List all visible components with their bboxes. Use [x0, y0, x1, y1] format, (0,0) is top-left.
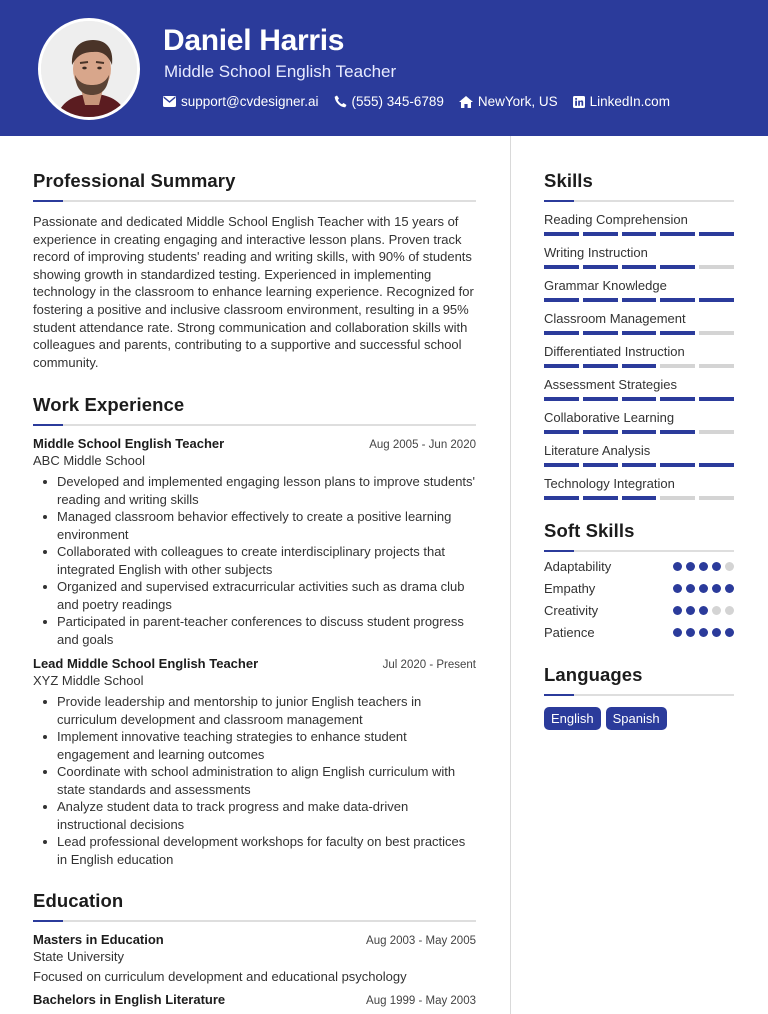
- skill-item: [544, 345, 734, 368]
- candidate-title: Middle School English Teacher: [164, 62, 397, 81]
- contact-linkedin[interactable]: [573, 94, 670, 109]
- skill-level-segment: [699, 265, 734, 269]
- skill-name: Assessment Strategies: [544, 377, 677, 392]
- skill-level-segment: [622, 265, 657, 269]
- skill-level-segment: [583, 265, 618, 269]
- skill-level-bar: [544, 430, 734, 434]
- rating-dot: [699, 628, 708, 637]
- skill-item: [544, 312, 734, 335]
- skill-name: Technology Integration: [544, 476, 675, 491]
- skill-level-segment: [660, 298, 695, 302]
- section-rule: [544, 550, 734, 552]
- skill-level-segment: [660, 232, 695, 236]
- job-title: Lead Middle School English Teacher: [33, 656, 259, 672]
- contact-location-text: NewYork, US: [477, 94, 558, 109]
- skill-level-segment: [660, 397, 695, 401]
- soft-skill-name: Patience: [544, 625, 595, 640]
- rating-dot: [725, 628, 734, 637]
- skill-level-segment: [583, 397, 618, 401]
- experience-section: [33, 394, 476, 868]
- rating-dot: [699, 606, 708, 615]
- list-item: Developed and implemented engaging lesson plans to improve students' reading and writing skills: [57, 474, 476, 507]
- job-dates: Aug 2005 - Jun 2020: [369, 439, 476, 452]
- skill-level-segment: [660, 265, 695, 269]
- skill-name: Grammar Knowledge: [544, 278, 667, 293]
- skill-level-segment: [622, 298, 657, 302]
- skill-level-bar: [544, 496, 734, 500]
- skill-level-segment: [660, 463, 695, 467]
- skill-level-segment: [699, 298, 734, 302]
- rating-dot: [725, 606, 734, 615]
- skills-list: [544, 213, 734, 500]
- job-bullets: [33, 693, 476, 868]
- skills-section: [544, 170, 734, 500]
- rating-dot: [725, 584, 734, 593]
- soft-skill-rating: [673, 562, 734, 571]
- skill-level-segment: [544, 364, 579, 368]
- rating-dot: [673, 606, 682, 615]
- job-organization: ABC Middle School: [33, 453, 145, 469]
- section-rule: [544, 200, 734, 202]
- soft-skill-name: Empathy: [544, 581, 596, 596]
- contact-phone[interactable]: [334, 94, 444, 109]
- contact-email[interactable]: [163, 94, 319, 109]
- summary-text: Passionate and dedicated Middle School English Teacher with 15 years of experience in creating engaging and interactive lesson plans. Proven track record of improving students' reading and writing skills, with 90% of students showing growth in standardized testing. Experienced in implementing technology in the classroom to enhance learning experience. Recognized for fostering a positive and inclusive classroom environment, resulting in a 95% student attendance rate. Strong communication and collaboration skills with colleagues and parents, contributing to a supportive and successful school community.: [33, 214, 474, 370]
- soft-skill-item: [544, 625, 734, 640]
- list-item: Lead professional development workshops for faculty on best practices in English education: [57, 833, 476, 868]
- main-column: [33, 170, 476, 1007]
- skill-name: Classroom Management: [544, 311, 686, 326]
- soft-skill-rating: [673, 628, 734, 637]
- skill-level-segment: [544, 463, 579, 467]
- skill-level-segment: [699, 232, 734, 236]
- job-entry: [33, 436, 476, 648]
- soft-skill-rating: [673, 584, 734, 593]
- rating-dot: [673, 562, 682, 571]
- list-item: Analyze student data to track progress and make data-driven instructional decisions: [57, 798, 476, 833]
- column-divider: [510, 136, 511, 1014]
- skill-level-segment: [660, 496, 695, 500]
- education-dates: Aug 2003 - May 2005: [366, 935, 476, 948]
- profile-photo: [38, 18, 140, 120]
- skill-level-segment: [622, 331, 657, 335]
- skill-level-segment: [699, 364, 734, 368]
- degree-title: Bachelors in English Literature: [33, 992, 226, 1008]
- rating-dot: [712, 562, 721, 571]
- linkedin-icon: [573, 96, 585, 108]
- job-bullets: [33, 473, 476, 648]
- education-dates: Aug 1999 - May 2003: [366, 995, 476, 1008]
- education-entry: [33, 992, 476, 1007]
- language-tags: [544, 707, 734, 730]
- skill-level-segment: [583, 496, 618, 500]
- section-title: Work Experience: [33, 394, 185, 416]
- degree-title: Masters in Education: [33, 932, 164, 948]
- rating-dot: [699, 562, 708, 571]
- skill-level-bar: [544, 232, 734, 236]
- candidate-name: Daniel Harris: [163, 24, 345, 57]
- rating-dot: [725, 562, 734, 571]
- job-title: Middle School English Teacher: [33, 436, 225, 452]
- rating-dot: [673, 584, 682, 593]
- skill-level-segment: [583, 364, 618, 368]
- section-title: Skills: [544, 170, 593, 191]
- rating-dot: [686, 584, 695, 593]
- home-icon: [459, 96, 473, 108]
- skill-item: [544, 477, 734, 500]
- skill-level-segment: [583, 298, 618, 302]
- skill-level-segment: [544, 265, 579, 269]
- skill-level-bar: [544, 463, 734, 467]
- skill-level-segment: [622, 496, 657, 500]
- soft-skill-item: [544, 581, 734, 596]
- skill-level-segment: [660, 331, 695, 335]
- section-rule: [33, 424, 476, 426]
- skill-level-segment: [699, 331, 734, 335]
- phone-icon: [334, 95, 347, 108]
- skill-level-segment: [544, 397, 579, 401]
- list-item: Managed classroom behavior effectively to create a positive learning environment: [57, 508, 476, 543]
- skill-name: Collaborative Learning: [544, 410, 675, 425]
- job-organization: XYZ Middle School: [33, 673, 144, 689]
- skill-level-segment: [622, 430, 657, 434]
- skill-level-segment: [699, 430, 734, 434]
- rating-dot: [699, 584, 708, 593]
- soft-skill-name: Adaptability: [544, 559, 612, 574]
- contact-bar: [163, 94, 685, 109]
- summary-section: [33, 170, 476, 371]
- skill-level-segment: [544, 298, 579, 302]
- resume-header: [0, 0, 768, 136]
- skill-level-bar: [544, 331, 734, 335]
- language-tag: Spanish: [606, 707, 667, 730]
- rating-dot: [686, 562, 695, 571]
- contact-linkedin-text: LinkedIn.com: [589, 94, 670, 109]
- education-section: [33, 890, 476, 1007]
- skill-item: [544, 246, 734, 269]
- soft-skills-list: [544, 559, 734, 640]
- languages-section: [544, 664, 734, 730]
- section-title: Languages: [544, 664, 643, 685]
- skill-item: [544, 279, 734, 302]
- contact-location: [459, 94, 558, 109]
- rating-dot: [686, 606, 695, 615]
- rating-dot: [712, 606, 721, 615]
- skill-level-segment: [544, 331, 579, 335]
- soft-skill-rating: [673, 606, 734, 615]
- skill-level-segment: [583, 463, 618, 467]
- sidebar-column: [544, 170, 734, 730]
- job-entry: [33, 656, 476, 868]
- skill-level-segment: [583, 232, 618, 236]
- skill-level-segment: [622, 232, 657, 236]
- list-item: Organized and supervised extracurricular activities such as drama club and poetry readings: [57, 578, 476, 613]
- rating-dot: [712, 628, 721, 637]
- skill-level-segment: [583, 331, 618, 335]
- skill-item: [544, 411, 734, 434]
- skill-level-bar: [544, 265, 734, 269]
- skill-level-segment: [583, 430, 618, 434]
- rating-dot: [673, 628, 682, 637]
- skill-level-segment: [622, 397, 657, 401]
- skill-name: Reading Comprehension: [544, 212, 688, 227]
- skill-level-bar: [544, 298, 734, 302]
- list-item: Implement innovative teaching strategies to enhance student engagement and learning outcomes: [57, 728, 476, 763]
- job-dates: Jul 2020 - Present: [382, 659, 476, 672]
- skill-level-segment: [660, 364, 695, 368]
- education-note: Focused on curriculum development and educational psychology: [33, 969, 407, 985]
- skill-level-segment: [622, 463, 657, 467]
- skill-name: Differentiated Instruction: [544, 344, 685, 359]
- skill-item: [544, 213, 734, 236]
- soft-skill-name: Creativity: [544, 603, 599, 618]
- skill-level-segment: [622, 364, 657, 368]
- section-rule: [544, 694, 734, 696]
- soft-skills-section: [544, 520, 734, 640]
- skill-level-segment: [699, 463, 734, 467]
- skill-level-segment: [544, 496, 579, 500]
- skill-level-segment: [699, 496, 734, 500]
- list-item: Collaborated with colleagues to create interdisciplinary projects that integrated English with other subjects: [57, 543, 476, 578]
- skill-level-segment: [544, 232, 579, 236]
- list-item: Participated in parent-teacher conferences to discuss student progress and goals: [57, 613, 476, 648]
- section-title: Soft Skills: [544, 520, 635, 541]
- skill-level-bar: [544, 364, 734, 368]
- skill-name: Literature Analysis: [544, 443, 651, 458]
- skill-name: Writing Instruction: [544, 245, 648, 260]
- education-entry: [33, 932, 476, 984]
- skill-item: [544, 378, 734, 401]
- rating-dot: [712, 584, 721, 593]
- school-name: State University: [33, 949, 125, 965]
- skill-item: [544, 444, 734, 467]
- skill-level-segment: [660, 430, 695, 434]
- soft-skill-item: [544, 603, 734, 618]
- soft-skill-item: [544, 559, 734, 574]
- contact-phone-text: (555) 345-6789: [351, 94, 444, 109]
- section-title: Professional Summary: [33, 170, 236, 191]
- list-item: Provide leadership and mentorship to junior English teachers in curriculum development and classroom management: [57, 693, 476, 728]
- skill-level-segment: [544, 430, 579, 434]
- skill-level-segment: [699, 397, 734, 401]
- contact-email-text: support@cvdesigner.ai: [181, 94, 319, 109]
- envelope-icon: [163, 96, 176, 107]
- language-tag: English: [544, 707, 601, 730]
- section-rule: [33, 920, 476, 922]
- list-item: Coordinate with school administration to align English curriculum with state standards and assessments: [57, 763, 476, 798]
- skill-level-bar: [544, 397, 734, 401]
- section-rule: [33, 200, 476, 202]
- section-title: Education: [33, 890, 124, 912]
- rating-dot: [686, 628, 695, 637]
